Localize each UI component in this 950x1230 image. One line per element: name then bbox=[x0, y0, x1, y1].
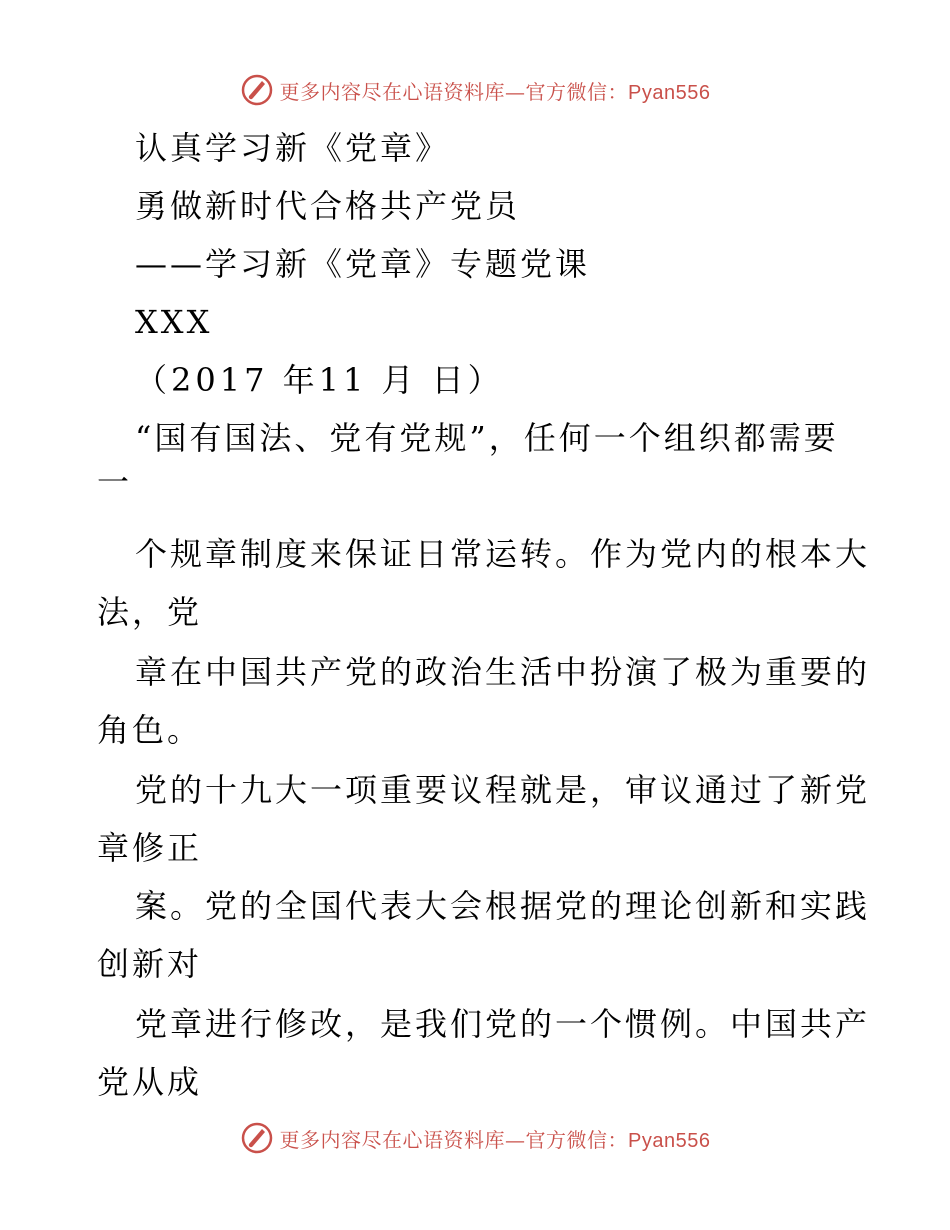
title-line-1: 认真学习新《党章》 bbox=[135, 129, 451, 167]
banner-text bbox=[280, 76, 711, 105]
title-line-2: 勇做新时代合格共产党员 bbox=[135, 187, 521, 225]
banner-text bbox=[280, 1124, 711, 1153]
paragraph-line: 章在中国共产党的政治生活中扮演了极为重要的 bbox=[135, 653, 871, 691]
logo-icon bbox=[240, 73, 274, 107]
author: XXX bbox=[135, 303, 213, 341]
paragraph-line: 创新对 bbox=[97, 945, 203, 983]
banner-site-text: 更多内容尽在心语资料库—官方微信： bbox=[279, 79, 629, 104]
paragraph-line: 法，党 bbox=[97, 593, 203, 631]
paragraph-line: 党的十九大一项重要议程就是，审议通过了新党 bbox=[135, 771, 871, 809]
paragraph-line: 党从成 bbox=[97, 1063, 203, 1101]
title-line-3: ——学习新《党章》专题党课 bbox=[135, 245, 591, 283]
banner-wechat-id: Pyan556 bbox=[628, 1129, 711, 1152]
paragraph-line: 章修正 bbox=[97, 829, 203, 867]
banner-wechat-id: Pyan556 bbox=[628, 81, 711, 104]
paragraph-line: 一 bbox=[97, 463, 133, 501]
paragraph-line: “国有国法、党有党规”，任何一个组织都需要 bbox=[135, 419, 839, 457]
paragraph-line: 角色。 bbox=[97, 711, 203, 749]
date: （2017 年11 月 日） bbox=[135, 361, 504, 399]
banner-site-text: 更多内容尽在心语资料库—官方微信： bbox=[279, 1127, 629, 1152]
logo-icon bbox=[240, 1121, 274, 1155]
header-banner bbox=[0, 70, 950, 110]
paragraph-line: 案。党的全国代表大会根据党的理论创新和实践 bbox=[135, 887, 871, 925]
paragraph-line: 党章进行修改，是我们党的一个惯例。中国共产 bbox=[135, 1005, 871, 1043]
paragraph-line: 个规章制度来保证日常运转。作为党内的根本大 bbox=[135, 535, 871, 573]
footer-banner bbox=[0, 1118, 950, 1158]
